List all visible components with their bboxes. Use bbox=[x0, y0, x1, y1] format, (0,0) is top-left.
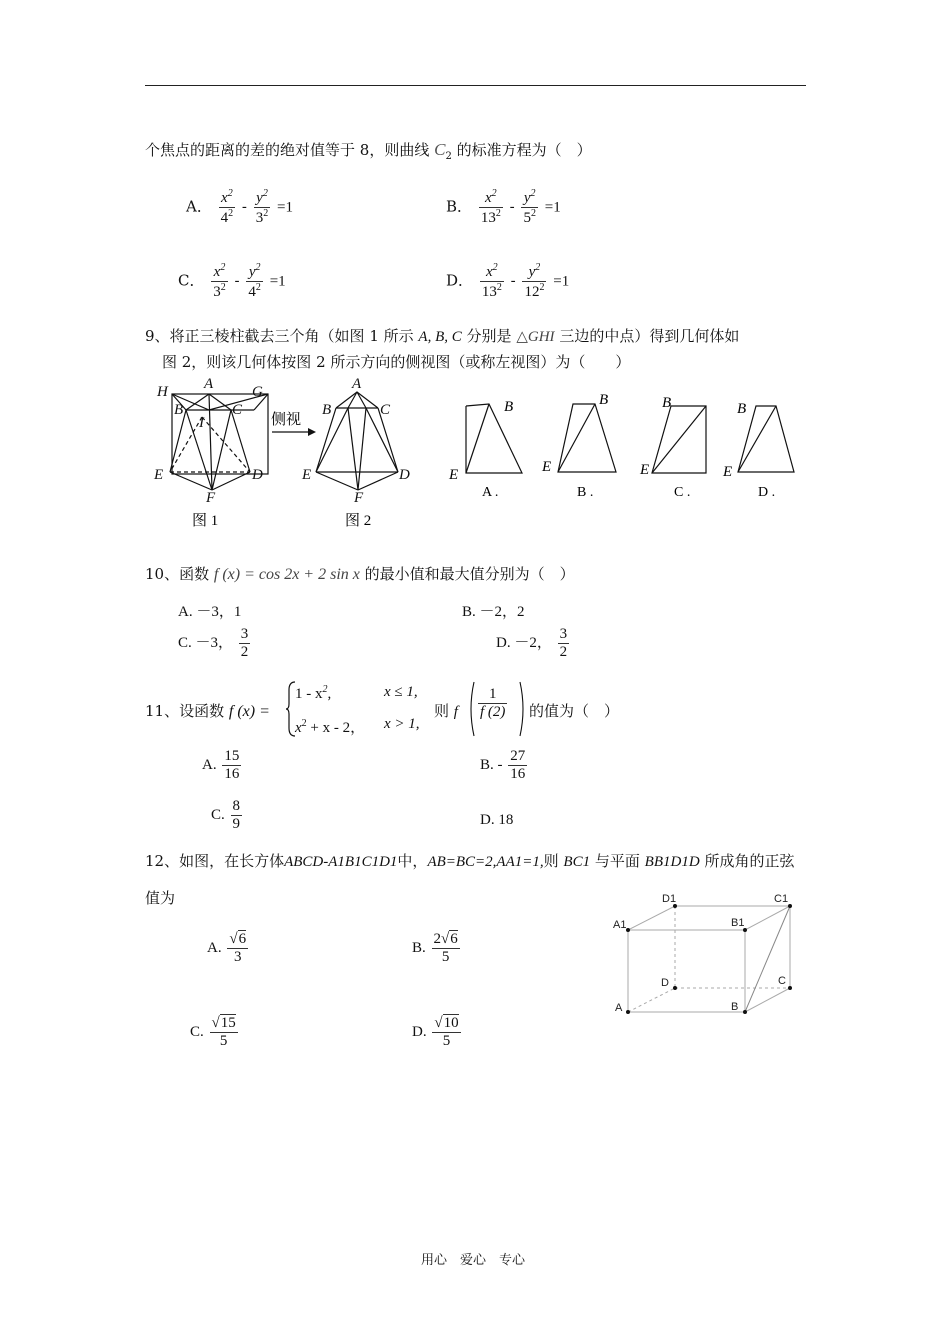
q10-option-b: B. －2，2 bbox=[462, 604, 525, 620]
q9-option-a-shape bbox=[466, 404, 522, 473]
q11-option-c: C. $\frac{8}{9}$ bbox=[211, 798, 241, 832]
q11-case1-cond: x ≤ 1, bbox=[384, 684, 418, 700]
label-e2: E bbox=[302, 467, 312, 483]
cube-label-a: A bbox=[615, 1002, 623, 1014]
arrow-label: 侧视 bbox=[271, 412, 302, 428]
label-i: I bbox=[199, 415, 204, 431]
label-b2: B bbox=[322, 402, 332, 418]
label-d2: D bbox=[399, 467, 410, 483]
q9-option-d-label: D . bbox=[758, 485, 776, 500]
label-h: H bbox=[157, 384, 168, 400]
q10-option-c: C. －3， $\frac{3}{2}$ bbox=[178, 626, 249, 660]
q9c-e: E bbox=[640, 462, 650, 478]
q9-option-c-label: C . bbox=[674, 485, 691, 500]
label-c2: C bbox=[380, 402, 391, 418]
cube-label-a1: A1 bbox=[613, 919, 627, 931]
label-g: G bbox=[252, 384, 263, 400]
label-e1: E bbox=[154, 467, 164, 483]
q12-option-c: C. $\frac{√15}{5}$ bbox=[190, 1015, 236, 1049]
header-rule bbox=[145, 85, 806, 86]
q9c-b: B bbox=[662, 395, 672, 411]
label-b1: B bbox=[174, 402, 184, 418]
cube-label-c: C bbox=[778, 975, 786, 987]
q9d-b: B bbox=[737, 401, 747, 417]
q10-option-a: A. －3，1 bbox=[178, 604, 242, 620]
q11-option-b: B. - $\frac{27}{16}$ bbox=[480, 748, 526, 782]
q9-figures bbox=[140, 372, 820, 537]
q12-stem-line1: 12、如图，在长方体ABCD-A1B1C1D1中，AB=BC=2,AA1=1,则 BC1 与平面 BB1D1D 所成角的正弦 bbox=[145, 852, 795, 870]
q9b-e: E bbox=[542, 459, 552, 475]
q9a-e: E bbox=[449, 467, 459, 483]
q11-inner-frac: $\frac{1}{f (2)}$ bbox=[480, 686, 506, 720]
label-f1: F bbox=[206, 490, 216, 506]
q9-option-b-label: B . bbox=[577, 485, 594, 500]
q9-option-c-shape bbox=[652, 406, 706, 473]
q11-then: 则 f bbox=[434, 702, 458, 720]
label-d1: D bbox=[252, 467, 263, 483]
fig2-caption: 图 2 bbox=[345, 513, 372, 529]
q8-option-d: D． $\frac{x^2}{13^2}$ - $\frac{y^2}{12^2}$ =1 bbox=[446, 262, 570, 300]
label-a1: A bbox=[204, 376, 214, 392]
cube-label-d1: D1 bbox=[662, 893, 677, 905]
q9-option-a-label: A . bbox=[482, 485, 499, 500]
q12-cuboid-figure bbox=[600, 884, 810, 1024]
q9d-e: E bbox=[723, 464, 733, 480]
label-f2: F bbox=[354, 490, 364, 506]
q11-post: 的值为（ ） bbox=[529, 702, 620, 720]
q10-option-d: D. －2， $\frac{3}{2}$ bbox=[496, 626, 568, 660]
cube-label-c1: C1 bbox=[774, 893, 789, 905]
q10-stem: 10、函数 f (x) = cos 2x + 2 sin x 的最小值和最大值分别为（ ） bbox=[145, 565, 575, 583]
q12-option-d: D. $\frac{√10}{5}$ bbox=[412, 1015, 459, 1049]
fig1-caption: 图 1 bbox=[192, 513, 219, 529]
cube-label-b: B bbox=[731, 1001, 739, 1013]
label-a2: A bbox=[352, 376, 362, 392]
q8-option-c: C． $\frac{x^2}{3^2}$ - $\frac{y^2}{4^2}$ =1 bbox=[178, 262, 286, 300]
q9a-b: B bbox=[504, 399, 514, 415]
q9-option-d-shape bbox=[738, 406, 794, 472]
q8-option-b: B． $\frac{x^2}{13^2}$ - $\frac{y^2}{5^2}$ =1 bbox=[446, 188, 561, 226]
q8-stem: 个焦点的距离的差的绝对值等于 8，则曲线 $C_2$ 的标准方程为（ ） bbox=[145, 140, 592, 162]
q11-pre: 11、设函数 f (x) = bbox=[145, 702, 270, 720]
q11-option-a: A. $\frac{15}{16}$ bbox=[202, 748, 240, 782]
q11-case2: $x^2 + x - 2$， bbox=[295, 718, 366, 736]
q12-stem-line2: 值为 bbox=[145, 889, 176, 907]
cube-label-b1: B1 bbox=[731, 917, 745, 929]
q9-stem-line2: 图 2，则该几何体按图 2 所示方向的侧视图（或称左视图）为（ ） bbox=[162, 353, 631, 371]
q11-option-d: D. 18 bbox=[480, 812, 514, 828]
q11-case2-cond: x > 1, bbox=[384, 716, 420, 732]
q9-option-b-shape bbox=[558, 404, 616, 472]
label-c1: C bbox=[232, 402, 243, 418]
page-footer: 用心 爱心 专心 bbox=[421, 1253, 526, 1268]
q9-stem-line1: 9、将正三棱柱截去三个角（如图 1 所示 A, B, C 分别是 △GHI 三边的中点）得到几何体如 bbox=[145, 327, 740, 345]
q9b-b: B bbox=[599, 392, 609, 408]
q12-option-a: A. $\frac{√6}{3}$ bbox=[207, 931, 247, 965]
q12-option-b: B. $\frac{2√6}{5}$ bbox=[412, 931, 458, 965]
cube-label-d: D bbox=[661, 977, 669, 989]
q11-case1: $1 - x^2$, bbox=[295, 684, 332, 702]
q8-option-a: A． $\frac{x^2}{4^2}$ - $\frac{y^2}{3^2}$ =1 bbox=[186, 188, 294, 226]
